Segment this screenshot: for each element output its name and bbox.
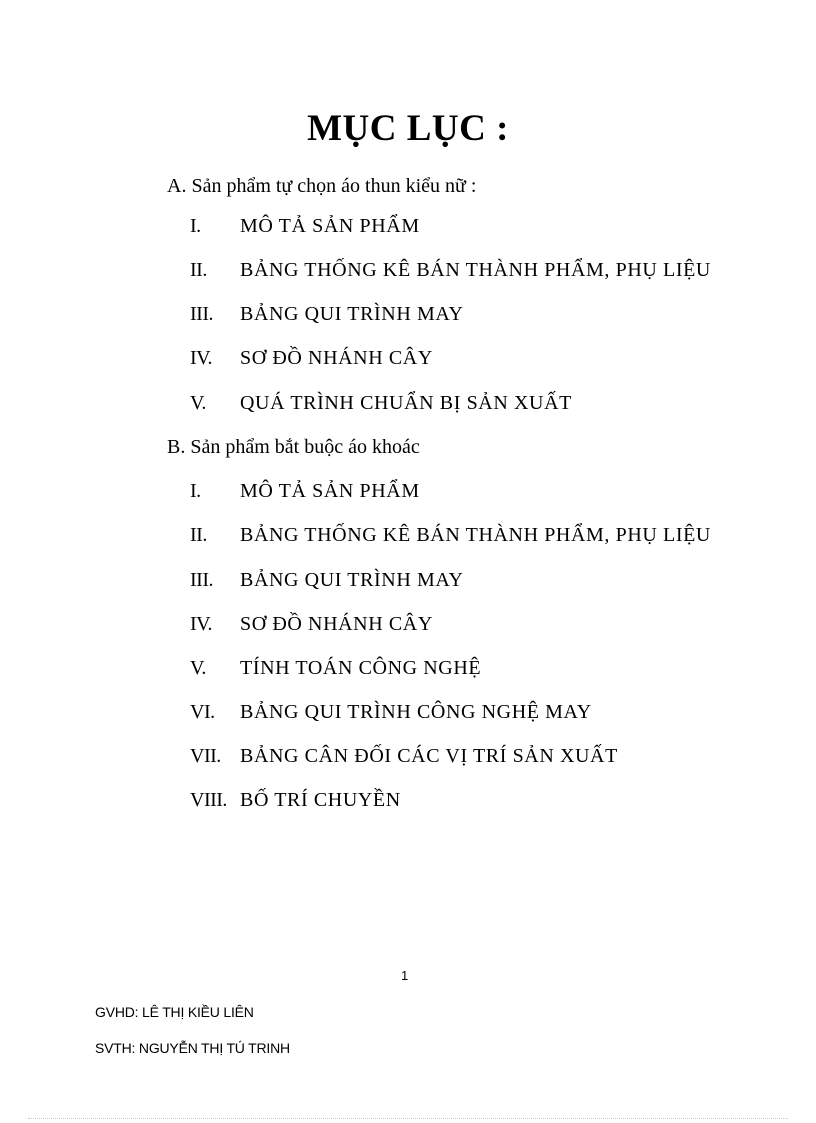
toc-item-text: TÍNH TOÁN CÔNG NGHỆ bbox=[240, 657, 482, 679]
toc-item-text: MÔ TẢ SẢN PHẨM bbox=[240, 215, 420, 237]
toc-item-text: MÔ TẢ SẢN PHẨM bbox=[240, 480, 420, 502]
toc-item-number: II. bbox=[190, 259, 207, 281]
toc-item-text: BẢNG CÂN ĐỐI CÁC VỊ TRÍ SẢN XUẤT bbox=[240, 745, 618, 767]
toc-item-text: BẢNG QUI TRÌNH CÔNG NGHỆ MAY bbox=[240, 701, 592, 723]
toc-item-number: V. bbox=[190, 392, 206, 414]
toc-item-text: BẢNG QUI TRÌNH MAY bbox=[240, 303, 464, 325]
toc-item-number: VII. bbox=[190, 745, 221, 767]
footer-student: SVTH: NGUYỄN THỊ TÚ TRINH bbox=[95, 1040, 290, 1056]
toc-item-text: SƠ ĐỒ NHÁNH CÂY bbox=[240, 613, 433, 635]
toc-item-text: BỐ TRÍ CHUYỀN bbox=[240, 789, 401, 811]
toc-item-text: BẢNG THỐNG KÊ BÁN THÀNH PHẨM, PHỤ LIỆU bbox=[240, 524, 711, 546]
toc-item-number: VI. bbox=[190, 701, 215, 723]
toc-item-number: VIII. bbox=[190, 789, 227, 811]
footer-advisor: GVHD: LÊ THỊ KIỀU LIÊN bbox=[95, 1004, 254, 1020]
toc-item-number: I. bbox=[190, 215, 201, 237]
toc-item-text: QUÁ TRÌNH CHUẨN BỊ SẢN XUẤT bbox=[240, 392, 572, 414]
section-heading-b: B. Sản phẩm bắt buộc áo khoác bbox=[167, 436, 420, 458]
toc-item-text: BẢNG QUI TRÌNH MAY bbox=[240, 569, 464, 591]
toc-item-number: V. bbox=[190, 657, 206, 679]
toc-item-number: IV. bbox=[190, 347, 213, 369]
toc-item-number: I. bbox=[190, 480, 201, 502]
footer-divider bbox=[28, 1118, 788, 1119]
page-title: MỤC LỤC : bbox=[307, 108, 509, 149]
toc-item-number: III. bbox=[190, 569, 213, 591]
toc-item-text: SƠ ĐỒ NHÁNH CÂY bbox=[240, 347, 433, 369]
page-number: 1 bbox=[401, 968, 409, 983]
toc-item-number: IV. bbox=[190, 613, 213, 635]
toc-item-text: BẢNG THỐNG KÊ BÁN THÀNH PHẨM, PHỤ LIỆU bbox=[240, 259, 711, 281]
section-heading-a: A. Sản phẩm tự chọn áo thun kiểu nữ : bbox=[167, 175, 477, 197]
toc-item-number: III. bbox=[190, 303, 213, 325]
toc-item-number: II. bbox=[190, 524, 207, 546]
